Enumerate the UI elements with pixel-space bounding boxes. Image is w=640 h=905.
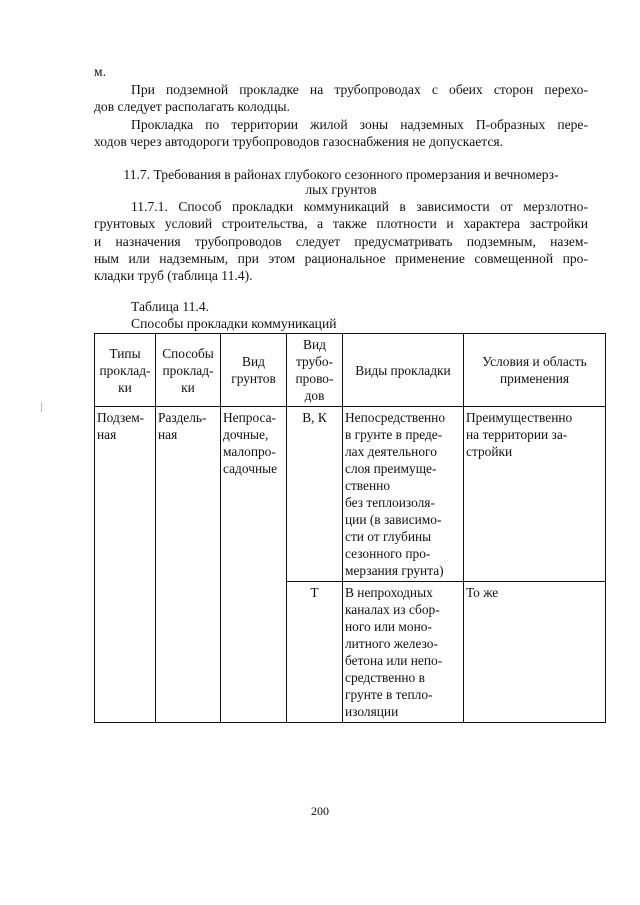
- cell-type: Подзем- ная: [95, 407, 156, 723]
- paragraph-line: Прокладка по территории жилой зоны надземных П-образных пере-: [131, 117, 588, 132]
- table-subcaption: Способы прокладки коммуникаций: [131, 316, 337, 331]
- cell-kind: В непроходных каналах из сбор- ного или моно- литного железо- бетона или непо- средственно в грунте в тепло- изоляции: [343, 582, 464, 723]
- paragraph-line: При подземной прокладке на трубопроводах с обеих сторон перехо-: [131, 82, 588, 97]
- cell-pipe: В, К: [287, 407, 343, 582]
- header-kind: Виды прокладки: [343, 334, 464, 407]
- section-heading: 11.7. Требования в районах глубокого сезонного промерзания и вечномерз-: [123, 167, 559, 182]
- page-number: 200: [311, 804, 329, 818]
- cell-pipe: Т: [287, 582, 343, 723]
- paragraph-line: ным или надземным, при этом рациональное применение совмещенной про-: [94, 251, 588, 266]
- communications-table: [94, 333, 606, 723]
- header-type: Типы проклад- ки: [95, 334, 156, 407]
- table-caption: Таблица 11.4.: [131, 299, 210, 314]
- header-method: Способы проклад- ки: [156, 334, 221, 407]
- table-row: [95, 407, 606, 582]
- cell-kind: Непосредственно в грунте в преде- лах деятельного слоя преимуще- ственно без теплоизоля- ции (в зависимо- сти от глубины сезонного про- мерзания грунта): [343, 407, 464, 582]
- cell-conditions: То же: [464, 582, 606, 723]
- paragraph-line: и назначения трубопроводов следует предусматривать подземным, назем-: [94, 234, 588, 249]
- paragraph-line: грунтовых условий строительства, а также плотности и характера застройки: [94, 216, 588, 231]
- paragraph-line: ходов через автодороги трубопроводов газоснабжения не допускается.: [94, 134, 504, 149]
- table-header-row: [95, 334, 606, 407]
- section-heading: лых грунтов: [305, 182, 377, 197]
- cell-method: Раздель- ная: [156, 407, 221, 723]
- header-soil: Вид грунтов: [221, 334, 287, 407]
- text-line: м.: [94, 64, 107, 79]
- cell-conditions: Преимущественно на территории за- стройки: [464, 407, 606, 582]
- scan-mark: [41, 402, 42, 412]
- paragraph-line: кладки труб (таблица 11.4).: [94, 268, 253, 283]
- header-pipe: Вид трубо- прово- дов: [287, 334, 343, 407]
- paragraph-line: 11.7.1. Способ прокладки коммуникаций в зависимости от мерзлотно-: [131, 199, 588, 214]
- cell-soil: Непроса- дочные, малопро- садочные: [221, 407, 287, 723]
- header-conditions: Условия и область применения: [464, 334, 606, 407]
- paragraph-line: дов следует располагать колодцы.: [94, 99, 290, 114]
